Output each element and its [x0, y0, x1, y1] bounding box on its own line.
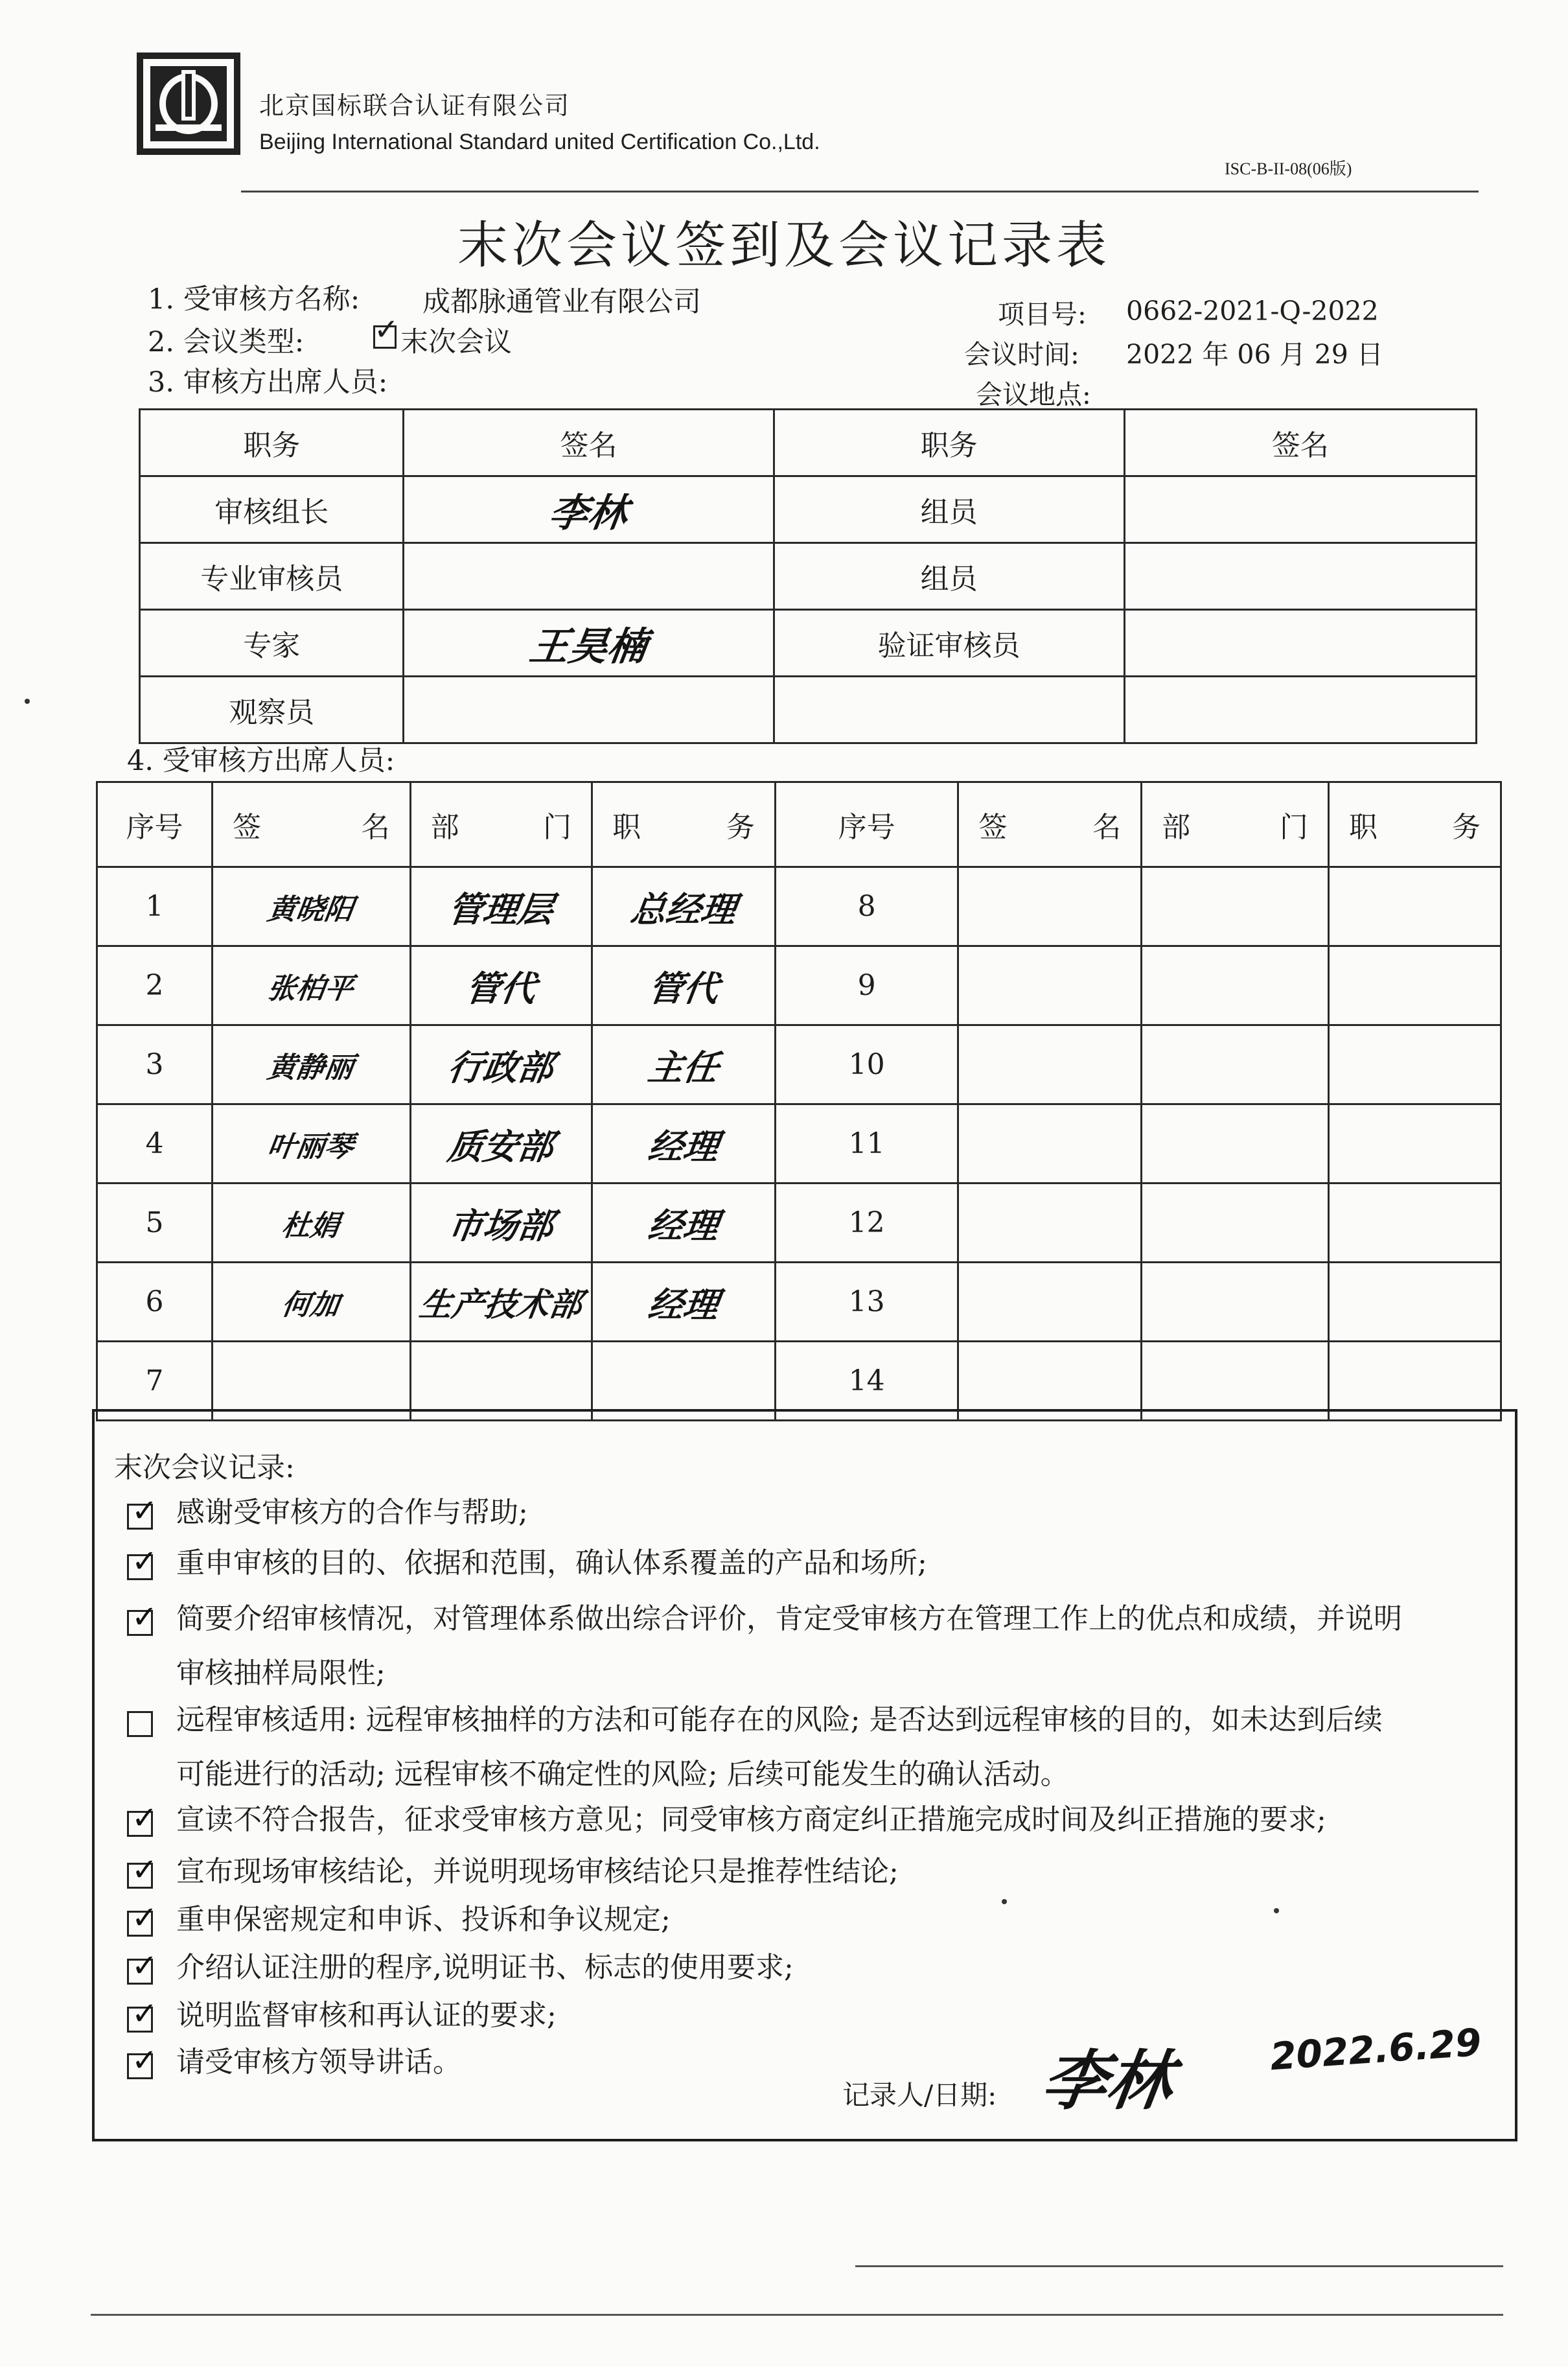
- record-item: [127, 1599, 1402, 1701]
- header-divider: [241, 191, 1479, 192]
- record-item-text: [176, 1592, 1402, 1701]
- record-item-line: 远程审核适用: 远程审核抽样的方法和可能存在的风险; 是否达到远程审核的目的，如未达到后续: [176, 1703, 1383, 1736]
- staff-table-header: [140, 410, 1477, 476]
- record-item-text: 重申审核的目的、依据和范围，确认体系覆盖的产品和场所;: [176, 1546, 927, 1580]
- staff-role: 专业审核员: [140, 543, 404, 610]
- attendee-dept: 质安部: [405, 1104, 598, 1184]
- record-item-line: 简要介绍审核情况，对管理体系做出综合评价，肯定受审核方在管理工作上的优点和成绩，并说明: [176, 1602, 1402, 1635]
- attendee-dept: 管代: [405, 946, 598, 1025]
- meeting-type-value: 末次会议: [400, 326, 512, 358]
- attendee-signature-2[interactable]: [958, 1025, 1142, 1104]
- staff-row: [140, 677, 1477, 743]
- header-sign-2: [958, 782, 1142, 867]
- bottom-rule: [91, 2314, 1503, 2316]
- record-checkbox[interactable]: [127, 1493, 158, 1530]
- check-mark-icon: ✓: [132, 1543, 158, 1580]
- record-checkbox[interactable]: [127, 1711, 153, 1737]
- attendee-dept: 行政部: [405, 1025, 598, 1104]
- attendee-dept-2: [1142, 1104, 1329, 1184]
- header-sign-b: 名: [361, 811, 390, 844]
- header-sign-a: 签: [232, 811, 261, 844]
- row-no: 3: [97, 1025, 213, 1104]
- row-no: 1: [97, 867, 213, 946]
- attendee-position-2: [1329, 946, 1501, 1025]
- record-item-text: [176, 1693, 1383, 1802]
- recorder-signature[interactable]: 李林: [1037, 2043, 1178, 2119]
- header-pos-2: [1329, 782, 1501, 867]
- header-dept-a: 部: [430, 811, 459, 844]
- attendee-dept: 生产技术部: [405, 1263, 598, 1342]
- attendee-table-header: [97, 782, 1501, 867]
- meeting-type-checkbox[interactable]: [373, 312, 399, 349]
- attendee-signature[interactable]: 张柏平: [207, 946, 416, 1025]
- header-sign-2: 签名: [1124, 410, 1476, 476]
- attendee-row: [97, 867, 1501, 946]
- record-checkbox[interactable]: [127, 2042, 158, 2079]
- attendee-dept-2: [1142, 1263, 1329, 1342]
- attendee-position: 经理: [586, 1104, 781, 1184]
- attendee-signature-2[interactable]: [958, 1263, 1142, 1342]
- record-checkbox[interactable]: [127, 1599, 158, 1636]
- company-logo: [136, 52, 241, 156]
- margin-dot: [25, 699, 30, 704]
- header-no-2: 序号: [775, 782, 958, 867]
- staff-role: 观察员: [140, 677, 404, 743]
- attendee-signature[interactable]: 黄晓阳: [207, 867, 416, 946]
- row-no: 6: [97, 1263, 213, 1342]
- page-title: 末次会议签到及会议记录表: [457, 216, 1111, 275]
- record-checkbox[interactable]: [127, 1543, 158, 1580]
- record-checkbox[interactable]: [127, 1948, 158, 1985]
- attendee-table: [96, 781, 1502, 1421]
- header-sign: 签名: [404, 410, 774, 476]
- record-item-line: 审核抽样局限性;: [176, 1657, 386, 1690]
- meeting-time-value: 2022 年 06 月 29 日: [1126, 339, 1383, 370]
- header-dept-b: 门: [543, 811, 572, 844]
- attendee-row: [97, 1025, 1501, 1104]
- margin-dot: [1274, 1908, 1279, 1913]
- attendee-position: 管代: [586, 946, 781, 1025]
- record-title: 末次会议记录:: [114, 1451, 295, 1484]
- attendee-position-2: [1329, 1025, 1501, 1104]
- row-no: 4: [97, 1104, 213, 1184]
- row-no-2: 8: [775, 867, 958, 946]
- staff-signature[interactable]: [399, 677, 779, 743]
- header-dept-2: [1142, 782, 1329, 867]
- header-dept-b: 门: [1280, 811, 1309, 844]
- document-code: ISC-B-II-08(06版): [1225, 159, 1352, 178]
- attendee-signature-2[interactable]: [958, 867, 1142, 946]
- attendee-signature-2[interactable]: [958, 946, 1142, 1025]
- record-checkbox[interactable]: [127, 1996, 158, 2033]
- auditee-attendees-label: 4. 受审核方出席人员:: [127, 745, 395, 777]
- check-mark-icon: ✓: [132, 1900, 158, 1936]
- record-item: [127, 1703, 1383, 1802]
- staff-signature-2[interactable]: [1124, 677, 1476, 743]
- attendee-dept-2: [1142, 1184, 1329, 1263]
- row-no: 5: [97, 1184, 213, 1263]
- record-item: [127, 1800, 1326, 1847]
- attendee-position: 总经理: [586, 867, 781, 946]
- staff-row: [140, 543, 1477, 610]
- record-item-text: 介绍认证注册的程序,说明证书、标志的使用要求;: [176, 1951, 794, 1984]
- auditee-label: 1. 受审核方名称:: [148, 283, 360, 316]
- staff-role: 审核组长: [140, 476, 404, 543]
- record-item-text: 重申保密规定和申诉、投诉和争议规定;: [176, 1903, 671, 1936]
- staff-row: [140, 476, 1477, 543]
- row-no: 7: [97, 1342, 213, 1421]
- record-item-text: 感谢受审核方的合作与帮助;: [176, 1496, 528, 1529]
- check-mark-icon: ✓: [132, 1800, 158, 1836]
- check-mark-icon: ✓: [132, 1948, 158, 1984]
- check-mark-icon: ✓: [374, 312, 399, 347]
- record-item: [127, 1493, 528, 1540]
- attendee-position: 主任: [586, 1025, 781, 1104]
- meeting-location-label: 会议地点:: [976, 379, 1091, 410]
- attendee-signature-2[interactable]: [958, 1104, 1142, 1184]
- record-item-line: 可能进行的活动; 远程审核不确定性的风险; 后续可能发生的确认活动。: [176, 1758, 1069, 1791]
- header-role-2: 职务: [774, 410, 1124, 476]
- staff-role-2: 验证审核员: [774, 610, 1124, 677]
- attendee-position-2: [1329, 1263, 1501, 1342]
- record-item-text: 请受审核方领导讲话。: [176, 2046, 461, 2079]
- record-item: [127, 1543, 927, 1591]
- attendee-position-2: [1329, 1184, 1501, 1263]
- staff-signature[interactable]: 李林: [399, 476, 779, 543]
- auditee-value: 成都脉通管业有限公司: [422, 286, 701, 318]
- record-checkbox[interactable]: [127, 1852, 158, 1889]
- company-name-cn: 北京国标联合认证有限公司: [259, 91, 571, 120]
- row-no-2: 13: [775, 1263, 958, 1342]
- meeting-time-label: 会议时间:: [964, 339, 1079, 370]
- auditor-attendees-label: 3. 审核方出席人员:: [148, 366, 388, 399]
- attendee-dept: 管理层: [405, 867, 598, 946]
- row-no-2: 12: [775, 1184, 958, 1263]
- attendee-position-2: [1329, 867, 1501, 946]
- row-no-2: 11: [775, 1104, 958, 1184]
- row-no: 2: [97, 946, 213, 1025]
- record-item: [127, 2042, 461, 2090]
- recorder-date-label: 记录人/日期:: [842, 2079, 997, 2111]
- bottom-rule: [855, 2265, 1503, 2267]
- record-date: 2022.6.29: [1269, 2020, 1483, 2079]
- project-no-value: 0662-2021-Q-2022: [1126, 296, 1379, 327]
- header-sign-b: 名: [1092, 811, 1122, 844]
- check-mark-icon: ✓: [132, 1599, 158, 1635]
- attendee-row: [97, 1263, 1501, 1342]
- header-pos-b: 务: [726, 811, 755, 844]
- header-dept: [410, 782, 592, 867]
- record-checkbox[interactable]: [127, 1800, 158, 1837]
- header-pos-a: 职: [612, 811, 641, 844]
- staff-signature-2[interactable]: [1124, 476, 1476, 543]
- meeting-type-label: 2. 会议类型:: [148, 326, 305, 358]
- record-item-text: 说明监督审核和再认证的要求;: [176, 1999, 557, 2032]
- record-checkbox[interactable]: [127, 1900, 158, 1937]
- attendee-position: 经理: [586, 1263, 781, 1342]
- attendee-dept: 市场部: [405, 1184, 598, 1263]
- attendee-dept-2: [1142, 867, 1329, 946]
- row-no-2: 10: [775, 1025, 958, 1104]
- header-pos: [592, 782, 776, 867]
- attendee-row: [97, 1104, 1501, 1184]
- attendee-signature-2[interactable]: [958, 1184, 1142, 1263]
- staff-signature-2[interactable]: [1124, 610, 1476, 677]
- attendee-position: 经理: [586, 1184, 781, 1263]
- staff-row: [140, 610, 1477, 677]
- check-mark-icon: ✓: [132, 1996, 158, 2032]
- company-name-en: Beijing International Standard united Certification Co.,Ltd.: [259, 130, 820, 154]
- header-pos-a: 职: [1349, 811, 1378, 844]
- attendee-position-2: [1329, 1104, 1501, 1184]
- check-mark-icon: ✓: [132, 1852, 158, 1888]
- staff-signature[interactable]: 王昊楠: [399, 610, 779, 677]
- staff-role-2: 组员: [774, 543, 1124, 610]
- attendee-row: [97, 946, 1501, 1025]
- project-no-label: 项目号:: [998, 299, 1087, 330]
- staff-signature-2[interactable]: [1124, 543, 1476, 610]
- attendee-signature[interactable]: 黄静丽: [207, 1025, 416, 1104]
- attendee-signature[interactable]: 杜娟: [207, 1184, 416, 1263]
- margin-dot: [1002, 1899, 1007, 1904]
- attendee-dept-2: [1142, 1025, 1329, 1104]
- check-mark-icon: ✓: [132, 2042, 158, 2079]
- record-item-text: 宣读不符合报告，征求受审核方意见；同受审核方商定纠正措施完成时间及纠正措施的要求;: [176, 1803, 1326, 1836]
- attendee-row: [97, 1184, 1501, 1263]
- header-no: 序号: [97, 782, 213, 867]
- staff-role: 专家: [140, 610, 404, 677]
- row-no-2: 14: [775, 1342, 958, 1421]
- attendee-dept-2: [1142, 946, 1329, 1025]
- staff-signature[interactable]: [399, 543, 779, 610]
- header-pos-b: 务: [1452, 811, 1481, 844]
- record-item-text: 宣布现场审核结论，并说明现场审核结论只是推荐性结论;: [176, 1855, 899, 1888]
- row-no-2: 9: [775, 946, 958, 1025]
- header-dept-a: 部: [1162, 811, 1191, 844]
- attendee-signature[interactable]: 叶丽琴: [207, 1104, 416, 1184]
- auditor-staff-table: [139, 408, 1477, 744]
- header-role: 职务: [140, 410, 404, 476]
- header-sign: [212, 782, 410, 867]
- header-sign-a: 签: [978, 811, 1008, 844]
- staff-role-2: 组员: [774, 476, 1124, 543]
- attendee-signature[interactable]: 何加: [207, 1263, 416, 1342]
- check-mark-icon: ✓: [132, 1493, 158, 1529]
- staff-role-2: [774, 677, 1124, 743]
